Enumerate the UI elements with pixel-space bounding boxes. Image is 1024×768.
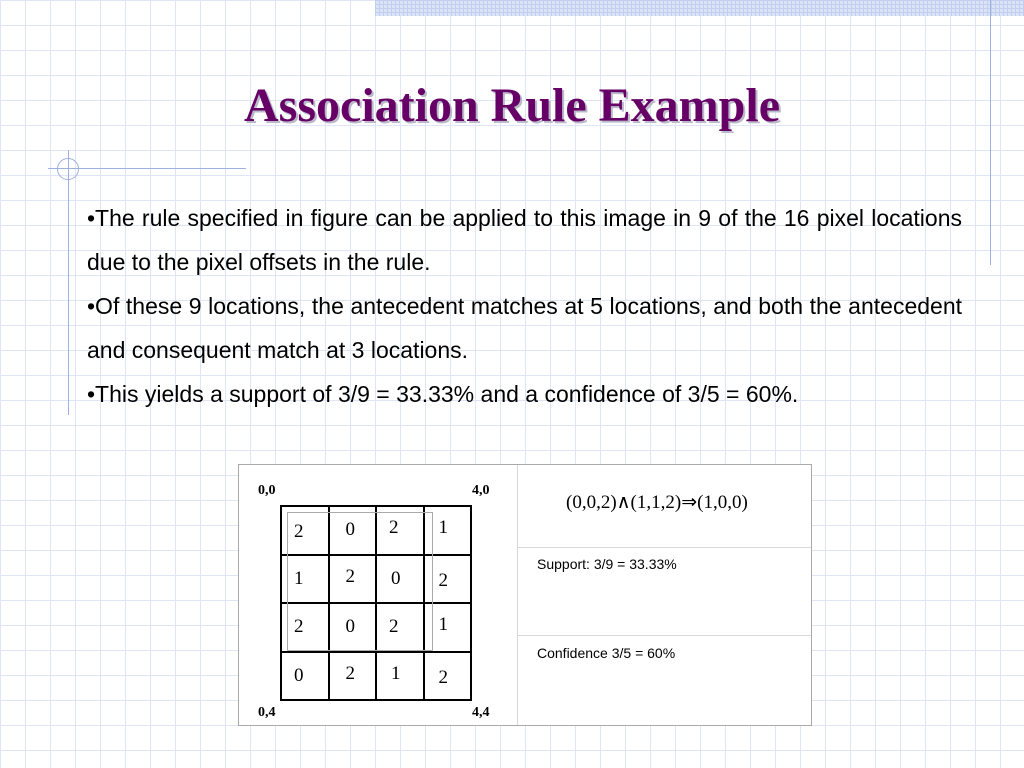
- row-separator: [518, 547, 811, 548]
- figure-divider: [517, 465, 518, 725]
- rule-figure: [238, 464, 812, 726]
- corner-label-bottom-left: 0,4: [258, 705, 276, 720]
- grid-cell: 1: [281, 555, 329, 604]
- bullet-item: •Of these 9 locations, the antecedent matches at 5 locations, and both the antecedent and consequent match at 3 locations.: [87, 293, 962, 363]
- grid-cell: 1: [376, 652, 424, 701]
- slide-title: Association Rule Example: [243, 79, 780, 132]
- row-separator: [518, 635, 811, 636]
- grid-cell: 0: [376, 555, 424, 604]
- grid-cell: 2: [376, 506, 424, 555]
- confidence-text: Confidence 3/5 = 60%: [537, 645, 676, 661]
- grid-cell: 0: [329, 603, 377, 652]
- grid-cell: 2: [329, 652, 377, 701]
- grid-cell: 2: [376, 603, 424, 652]
- grid-cell: 2: [329, 555, 377, 604]
- grid-cell: 2: [424, 652, 472, 701]
- grid-row: [281, 652, 471, 701]
- support-text: Support: 3/9 = 33.33%: [537, 556, 677, 572]
- top-decor-bar: [375, 0, 1024, 16]
- decor-circle: [57, 158, 79, 180]
- grid-cell: 1: [424, 506, 472, 555]
- corner-label-bottom-right: 4,4: [472, 705, 490, 720]
- rule-formula: (0,0,2)∧(1,1,2)⇒(1,0,0): [566, 492, 748, 513]
- grid-cell: 2: [281, 506, 329, 555]
- corner-label-top-left: 0,0: [258, 483, 276, 498]
- bullet-list: [87, 196, 962, 416]
- grid-cell: 2: [424, 555, 472, 604]
- grid-cell: 0: [329, 506, 377, 555]
- corner-label-top-right: 4,0: [472, 483, 490, 498]
- decor-left-line: [68, 150, 69, 415]
- grid-cell: 0: [281, 652, 329, 701]
- bullet-item: •This yields a support of 3/9 = 33.33% and a confidence of 3/5 = 60%.: [87, 381, 799, 407]
- bullet-item: •The rule specified in figure can be applied to this image in 9 of the 16 pixel locations due to the pixel offsets in the rule.: [87, 205, 962, 275]
- rule-window-outline: [287, 512, 433, 651]
- grid-cell: 1: [424, 603, 472, 652]
- grid-cell: 2: [281, 603, 329, 652]
